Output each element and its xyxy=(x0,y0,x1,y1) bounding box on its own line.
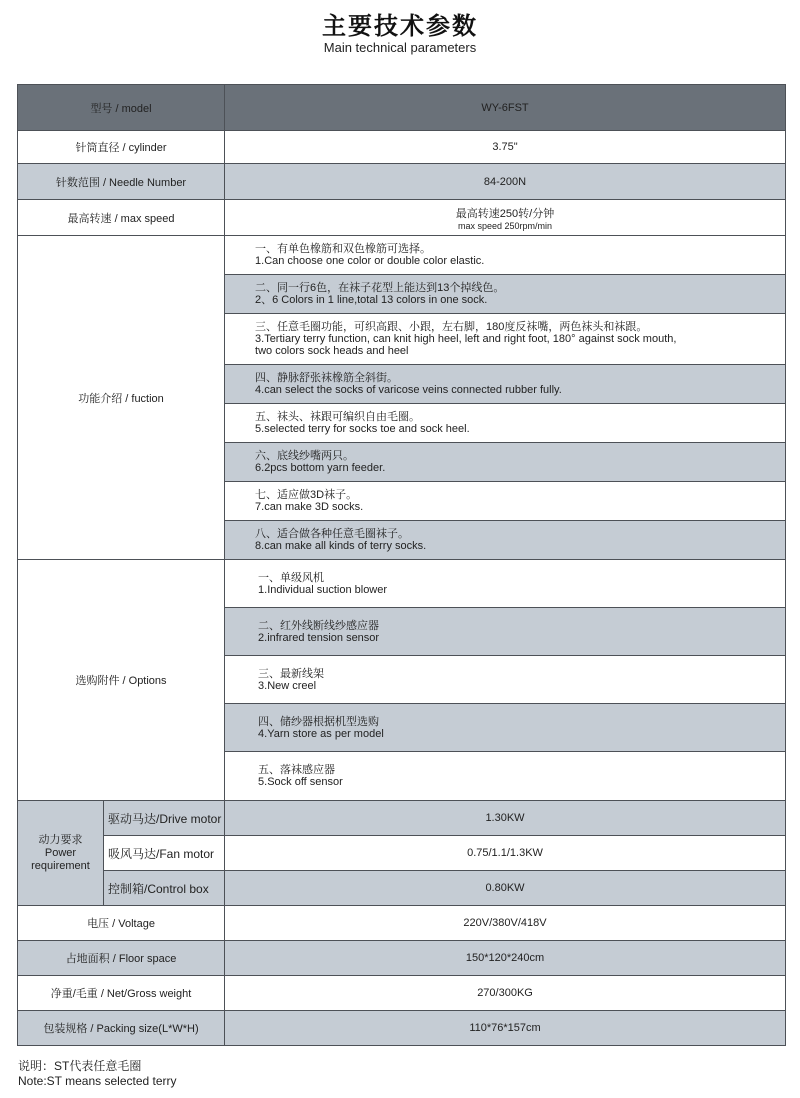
option-item-en: 2.infrared tension sensor xyxy=(258,631,380,644)
power-label-en: Power xyxy=(44,846,77,859)
packing-row xyxy=(18,1011,786,1046)
table-header-row xyxy=(18,85,786,131)
drive-motor-value: 1.30KW xyxy=(225,801,786,836)
function-item-cn: 三、任意毛圈功能，可织高跟、小跟，左右脚，180度反袜嘴，两色袜头和袜跟。 xyxy=(255,321,648,333)
function-item-en: 1.Can choose one color or double color elastic. xyxy=(255,255,485,267)
function-item-cn: 一、有单色橡筋和双色橡筋可选择。 xyxy=(255,243,432,255)
function-item xyxy=(225,275,786,314)
option-item xyxy=(225,608,786,656)
function-label: 功能介绍 / fuction xyxy=(18,236,225,560)
function-item-cn: 四、静脉舒张袜橡筋全斜街。 xyxy=(255,372,399,384)
speed-row xyxy=(18,200,786,236)
packing-value: 110*76*157cm xyxy=(225,1011,786,1046)
voltage-label: 电压 / Voltage xyxy=(18,906,225,941)
power-label xyxy=(18,801,104,906)
packing-label: 包装规格 / Packing size(L*W*H) xyxy=(18,1011,225,1046)
cylinder-label: 针筒直径 / cylinder xyxy=(18,131,225,164)
needle-row xyxy=(18,164,786,200)
weight-label: 净重/毛重 / Net/Gross weight xyxy=(18,976,225,1011)
speed-value-en: max speed 250rpm/min xyxy=(457,220,553,231)
control-box-value: 0.80KW xyxy=(225,871,786,906)
weight-row xyxy=(18,976,786,1011)
options-label: 选购附件 / Options xyxy=(18,560,225,801)
function-item-en: 5.selected terry for socks toe and sock heel. xyxy=(255,423,470,435)
option-item xyxy=(225,560,786,608)
option-item-cn: 二、红外线断线纱感应器 xyxy=(258,619,380,632)
function-item-cn: 五、袜头、袜跟可编织自由毛圈。 xyxy=(255,411,421,423)
function-item-en: 8.can make all kinds of terry socks. xyxy=(255,540,427,552)
cylinder-row xyxy=(18,131,786,164)
function-row xyxy=(18,236,786,275)
drive-motor-label: 驱动马达/Drive motor xyxy=(104,801,225,836)
option-item-cn: 四、储纱器根据机型选购 xyxy=(258,715,380,728)
function-item-en: 4.can select the socks of varicose veins connected rubber fully. xyxy=(255,384,562,396)
speed-label: 最高转速 / max speed xyxy=(18,200,225,236)
function-item xyxy=(225,443,786,482)
options-row xyxy=(18,560,786,608)
function-item-cn: 六、底线纱嘴两只。 xyxy=(255,450,355,462)
cylinder-value: 3.75" xyxy=(225,131,786,164)
model-label: 型号 / model xyxy=(18,85,225,131)
function-item xyxy=(225,521,786,560)
function-item-en: 2、6 Colors in 1 line,total 13 colors in one sock. xyxy=(255,294,488,306)
option-item xyxy=(225,752,786,801)
option-item-cn: 一、单级风机 xyxy=(258,571,325,584)
needle-label: 针数范围 / Needle Number xyxy=(18,164,225,200)
function-item-cn: 二、同一行6色，在袜子花型上能达到13个掉线色。 xyxy=(255,282,505,294)
option-item-cn: 五、落袜感应器 xyxy=(258,764,336,776)
power-label-cn: 动力要求 xyxy=(38,833,83,846)
option-item-en: 1.Individual suction blower xyxy=(258,583,388,596)
power-label-en: requirement xyxy=(31,859,90,872)
speed-value-cn: 最高转速250转/分钟 xyxy=(455,207,555,220)
power-row xyxy=(18,871,786,906)
floor-label: 占地面积 / Floor space xyxy=(18,941,225,976)
needle-value: 84-200N xyxy=(225,164,786,200)
function-item-en: 6.2pcs bottom yarn feeder. xyxy=(255,462,386,474)
function-item xyxy=(225,365,786,404)
note-cn: 说明：ST代表任意毛圈 xyxy=(18,1059,142,1073)
page-subtitle: Main technical parameters xyxy=(323,40,477,55)
function-item xyxy=(225,404,786,443)
function-item xyxy=(225,314,786,365)
weight-value: 270/300KG xyxy=(225,976,786,1011)
function-item-en: 7.can make 3D socks. xyxy=(255,501,364,513)
fan-motor-value: 0.75/1.1/1.3KW xyxy=(225,836,786,871)
floor-row xyxy=(18,941,786,976)
option-item-cn: 三、最新线架 xyxy=(258,667,325,680)
spec-table xyxy=(17,84,786,1046)
function-item xyxy=(225,236,786,275)
option-item-en: 3.New creel xyxy=(258,679,317,692)
note-en: Note:ST means selected terry xyxy=(18,1074,177,1088)
option-item-en: 5.Sock off sensor xyxy=(258,776,343,788)
function-item-en: two colors sock heads and heel xyxy=(255,345,409,357)
fan-motor-label: 吸风马达/Fan motor xyxy=(104,836,225,871)
voltage-row xyxy=(18,906,786,941)
function-item xyxy=(225,482,786,521)
function-item-cn: 七、适应做3D袜子。 xyxy=(255,489,358,501)
power-row xyxy=(18,801,786,836)
control-box-label: 控制箱/Control box xyxy=(104,871,225,906)
model-value: WY-6FST xyxy=(225,85,786,131)
voltage-value: 220V/380V/418V xyxy=(225,906,786,941)
floor-value: 150*120*240cm xyxy=(225,941,786,976)
option-item-en: 4.Yarn store as per model xyxy=(258,727,384,740)
page-title: 主要技术参数 xyxy=(322,12,478,40)
power-row xyxy=(18,836,786,871)
function-item-cn: 八、适合做各种任意毛圈袜子。 xyxy=(255,528,410,540)
option-item xyxy=(225,656,786,704)
function-item-en: 3.Tertiary terry function, can knit high heel, left and right foot, 180° against sock mouth, xyxy=(255,333,677,345)
option-item xyxy=(225,704,786,752)
speed-value xyxy=(225,200,786,236)
